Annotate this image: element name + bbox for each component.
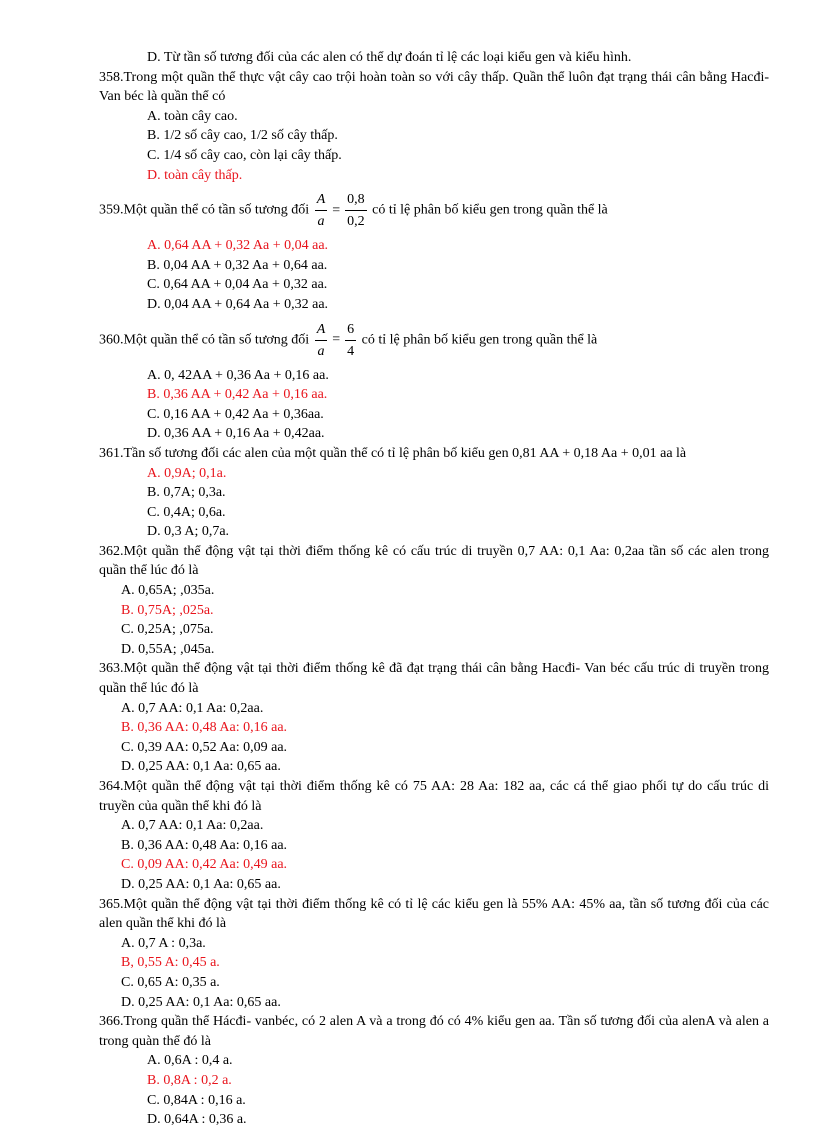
answer-option-correct: B, 0,55 A: 0,45 a.: [121, 955, 220, 971]
answer-option: C. 0,65 A: 0,35 a.: [121, 974, 220, 990]
answer-option: D. 0,3 A; 0,7a.: [147, 524, 230, 540]
answer-option: D. 0,55A; ,045a.: [121, 641, 215, 657]
fraction-allele-ratio: [315, 191, 328, 230]
fraction-denominator: 4: [347, 343, 355, 359]
question-text: 365.Một quần thể động vật tại thời điểm thống kê có tỉ lệ các kiểu gen là 55% AA: 45% aa, tần số tương đối của các alen quần thể khi đó là: [99, 896, 769, 932]
answer-option-correct: B. 0,75A; ,025a.: [121, 602, 214, 618]
answer-option: C. 0,4A; 0,6a.: [147, 504, 226, 520]
answer-option-correct: B. 0,8A : 0,2 a.: [147, 1072, 232, 1088]
answer-option: D. 0,25 AA: 0,1 Aa: 0,65 aa.: [121, 994, 281, 1010]
document-page: [99, 48, 769, 1130]
answer-option-correct: B. 0,36 AA: 0,48 Aa: 0,16 aa.: [121, 720, 288, 736]
question-text: 358.Trong một quần thể thực vật cây cao trội hoàn toàn so với cây thấp. Quần thể luôn đạt trạng thái cân bằng Hacđi- Van béc là quần thể có: [99, 69, 769, 105]
question-text: 361.Tần số tương đối các alen của một quần thể có tỉ lệ phân bố kiểu gen 0,81 AA + 0,18 Aa + 0,01 aa là: [99, 445, 687, 461]
answer-option-correct: A. 0,9A; 0,1a.: [147, 465, 227, 481]
fraction-value: [345, 321, 356, 360]
fraction-numerator: 0,8: [345, 191, 367, 211]
answer-option: A. 0,65A; ,035a.: [121, 583, 215, 599]
answer-option: B. 0,7A; 0,3a.: [147, 485, 226, 501]
fraction-denominator: a: [317, 343, 325, 359]
answer-option-correct: B. 0,36 AA + 0,42 Aa + 0,16 aa.: [147, 387, 328, 403]
answer-option: A. 0,7 AA: 0,1 Aa: 0,2aa.: [121, 818, 264, 834]
question-with-fraction: [99, 191, 769, 230]
fraction-denominator: a: [317, 214, 325, 230]
question-text: 360.Một quần thể có tần số tương đối: [99, 332, 310, 348]
fraction-numerator: 6: [345, 321, 356, 341]
question-text: 362.Một quần thể động vật tại thời điểm thống kê có cấu trúc di truyền 0,7 AA: 0,1 Aa: 0,2aa tần số các alen trong quần thể lúc đó là: [99, 543, 769, 579]
answer-option: A. 0,7 AA: 0,1 Aa: 0,2aa.: [121, 700, 264, 716]
answer-option: C. 0,39 AA: 0,52 Aa: 0,09 aa.: [121, 739, 288, 755]
answer-option: A. toàn cây cao.: [147, 108, 238, 124]
answer-option: C. 1/4 số cây cao, còn lại cây thấp.: [147, 147, 342, 163]
answer-option: C. 0,25A; ,075a.: [121, 622, 214, 638]
answer-option: B. 1/2 số cây cao, 1/2 số cây thấp.: [147, 128, 338, 144]
fraction-numerator: A: [315, 191, 328, 211]
answer-option: D. 0,04 AA + 0,64 Aa + 0,32 aa.: [147, 296, 329, 312]
answer-option: D. 0,36 AA + 0,16 Aa + 0,42aa.: [147, 426, 325, 442]
question-text: 359.Một quần thể có tần số tương đối: [99, 202, 310, 218]
question-text: có tỉ lệ phân bố kiểu gen trong quần thể là: [372, 202, 608, 218]
question-text: 364.Một quần thể động vật tại thời điểm thống kê có 75 AA: 28 Aa: 182 aa, các cá thể giao phối tự do cấu trúc di truyền của quần thể khi đó là: [99, 779, 769, 814]
answer-option: D. Từ tần số tương đối của các alen có thể dự đoán tỉ lệ các loại kiểu gen và kiểu hình.: [147, 50, 632, 65]
answer-option-correct: A. 0,64 AA + 0,32 Aa + 0,04 aa.: [147, 238, 329, 254]
answer-option: C. 0,16 AA + 0,42 Aa + 0,36aa.: [147, 406, 324, 422]
answer-option: D. 0,25 AA: 0,1 Aa: 0,65 aa.: [121, 759, 281, 775]
answer-option: B. 0,36 AA: 0,48 Aa: 0,16 aa.: [121, 837, 288, 853]
answer-option: C. 0,64 AA + 0,04 Aa + 0,32 aa.: [147, 277, 328, 293]
question-text: 363.Một quần thể động vật tại thời điểm thống kê đã đạt trạng thái cân bằng Hacđi- Van béc cấu trúc di truyền trong quần thể lúc đó là: [99, 661, 769, 697]
answer-option-correct: D. toàn cây thấp.: [147, 167, 243, 183]
answer-option: A. 0,6A : 0,4 a.: [147, 1053, 233, 1069]
answer-option: C. 0,84A : 0,16 a.: [147, 1092, 246, 1108]
answer-option: A. 0, 42AA + 0,36 Aa + 0,16 aa.: [147, 367, 329, 383]
question-with-fraction: [99, 321, 769, 360]
answer-option: D. 0,64A : 0,36 a.: [147, 1112, 247, 1128]
fraction-denominator: 0,2: [347, 214, 365, 230]
answer-option: B. 0,04 AA + 0,32 Aa + 0,64 aa.: [147, 257, 328, 273]
equals-sign: =: [332, 332, 341, 348]
equals-sign: =: [332, 202, 341, 218]
fraction-numerator: A: [315, 321, 328, 341]
fraction-value: [345, 191, 367, 230]
fraction-allele-ratio: [315, 321, 328, 360]
answer-option: D. 0,25 AA: 0,1 Aa: 0,65 aa.: [121, 876, 281, 892]
answer-option-correct: C. 0,09 AA: 0,42 Aa: 0,49 aa.: [121, 857, 288, 873]
question-text: có tỉ lệ phân bố kiểu gen trong quần thể là: [361, 332, 598, 348]
answer-option: A. 0,7 A : 0,3a.: [121, 935, 206, 951]
question-text: 366.Trong quần thể Hácđi- vanbéc, có 2 alen A và a trong đó có 4% kiểu gen aa. Tần số tương đối của alenA và alen a trong quàn thể đó là: [99, 1014, 769, 1049]
